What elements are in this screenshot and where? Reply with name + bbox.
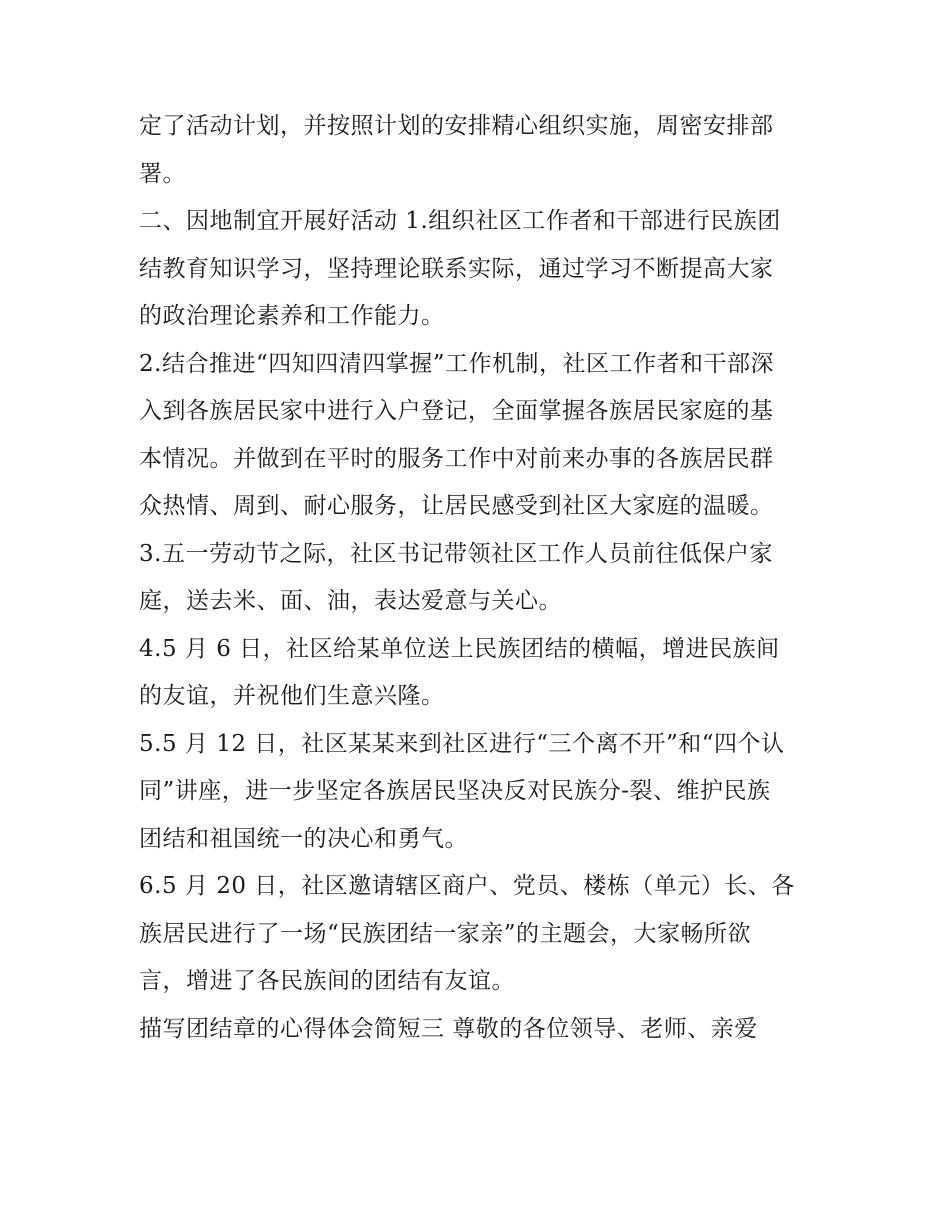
text-line: 同”讲座，进一步坚定各族居民坚决反对民族分-裂、维护民族 [139,778,771,804]
text-line: 6.5 月 20 日，社区邀请辖区商户、党员、楼栋（单元）长、各 [139,873,795,899]
text-line: 庭，送去米、面、油，表达爱意与关心。 [139,588,562,614]
text-line: 的友谊，并祝他们生意兴隆。 [139,683,445,709]
text-line: 本情况。并做到在平时的服务工作中对前来办事的各族居民群 [139,445,774,472]
body-text [139,103,819,1053]
text-line: 署。 [139,160,186,187]
text-line: 3.五一劳动节之际，社区书记带领社区工作人员前往低保户家 [139,540,773,567]
text-line: 众热情、周到、耐心服务，让居民感受到社区大家庭的温暖。 [139,493,774,519]
text-line: 族居民进行了一场“民族团结一家亲”的主题会，大家畅所欲 [139,920,752,947]
text-line: 4.5 月 6 日，社区给某单位送上民族团结的横幅，增进民族间 [139,635,780,662]
text-line: 定了活动计划，并按照计划的安排精心组织实施，周密安排部 [139,113,774,139]
text-line: 描写团结章的心得体会简短三 尊敬的各位领导、老师、亲爱 [139,1015,758,1042]
text-line: 的政治理论素养和工作能力。 [139,303,445,329]
text-line: 入到各族居民家中进行入户登记，全面掌握各族居民家庭的基 [139,398,774,424]
text-line: 二、因地制宜开展好活动 1.组织社区工作者和干部进行民族团 [139,208,781,234]
text-line: 团结和祖国统一的决心和勇气。 [139,825,468,852]
text-line: 5.5 月 12 日，社区某某来到社区进行“三个离不开”和“四个认 [139,730,785,757]
text-line: 2.结合推进“四知四清四掌握”工作机制，社区工作者和干部深 [139,350,774,377]
text-line: 言，增进了各民族间的团结有友谊。 [139,968,515,994]
text-line: 结教育知识学习，坚持理论联系实际，通过学习不断提高大家 [139,255,774,282]
